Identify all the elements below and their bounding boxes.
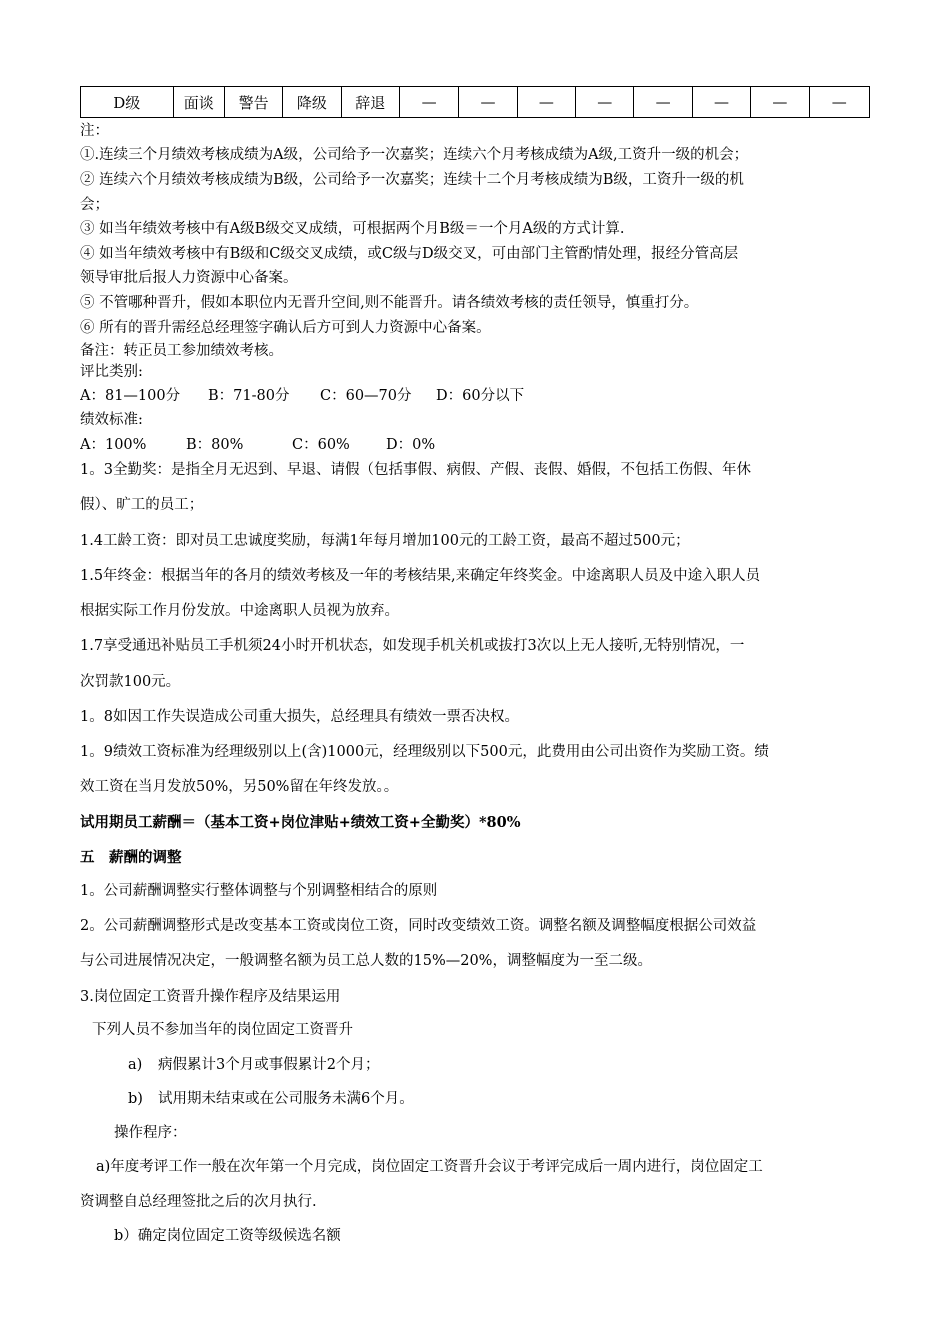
table-cell: — (751, 87, 809, 118)
rating-item: D：60分以下 (436, 388, 525, 404)
procedure-a-line-1: a)年度考评工作一般在次年第一个月完成，岗位固定工资晋升会议于考评完成后一周内进行，岗位固定工 (96, 1159, 763, 1175)
note-2-line-1: ② 连续六个月绩效考核成绩为B级，公司给予一次嘉奖；连续十二个月考核成绩为B级，工资升一级的机 (80, 172, 744, 188)
para-1-9-line-1: 1。9绩效工资标准为经理级别以上(含)1000元，经理级别以下500元，此费用由公司出资作为奖励工资。绩 (80, 744, 769, 760)
table-cell-grade: D级 (81, 87, 174, 118)
table-cell: — (517, 87, 575, 118)
notes-label: 注： (80, 123, 109, 139)
para-1-5-line-1: 1.5年终金：根据当年的各月的绩效考核及一年的考核结果,来确定年终奖金。中途离职人员及中途入职人员 (80, 568, 761, 584)
table-cell: 降级 (283, 87, 341, 118)
table-cell: — (459, 87, 517, 118)
section-5-item-3: 3.岗位固定工资晋升操作程序及结果运用 (80, 989, 341, 1005)
rating-item: A：81—100分 (80, 388, 181, 404)
table-cell: 辞退 (341, 87, 399, 118)
table-cell: 警告 (224, 87, 282, 118)
note-4-line-1: ④ 如当年绩效考核中有B级和C级交叉成绩，或C级与D级交叉，可由部门主管酌情处理，报经分管高层 (80, 246, 739, 262)
section-5-item-1: 1。公司薪酬调整实行整体调整与个别调整相结合的原则 (80, 883, 438, 899)
para-1-3-line-1: 1。3全勤奖：是指全月无迟到、早退、请假（包括事假、病假、产假、丧假、婚假，不包括工伤假、年休 (80, 462, 751, 478)
note-1: ①.连续三个月绩效考核成绩为A级，公司给予一次嘉奖；连续六个月考核成绩为A级,工资升一级的机会； (80, 147, 749, 163)
grade-table (80, 86, 870, 118)
standard-item: C：60% (292, 437, 350, 453)
rating-items (80, 386, 872, 406)
table-cell: 面谈 (173, 87, 224, 118)
table-cell: — (809, 87, 870, 118)
section-5-item-2-line-2: 与公司进展情况决定，一般调整名额为员工总人数的15%—20%，调整幅度为一至二级。 (80, 953, 652, 969)
table-cell: — (399, 87, 458, 118)
para-1-3-line-2: 假）、旷工的员工； (80, 497, 204, 513)
table-row (81, 87, 870, 118)
para-1-7-line-2: 次罚款100元。 (80, 674, 181, 690)
standard-items (80, 435, 872, 455)
note-2-line-2: 会； (80, 197, 109, 213)
standard-item: B：80% (186, 437, 244, 453)
para-1-8: 1。8如因工作失误造成公司重大损失，总经理具有绩效一票否决权。 (80, 709, 519, 725)
note-6: ⑥ 所有的晋升需经总经理签字确认后方可到人力资源中心备案。 (80, 320, 491, 336)
remark: 备注：转正员工参加绩效考核。 (80, 343, 283, 359)
procedure-a-line-2: 资调整自总经理签批之后的次月执行. (80, 1194, 317, 1210)
list-item-b: 试用期未结束或在公司服务未满6个月。 (158, 1091, 414, 1107)
section-5-item-2-line-1: 2。公司薪酬调整形式是改变基本工资或岗位工资，同时改变绩效工资。调整名额及调整幅度根据公司效益 (80, 918, 757, 934)
section-5-title: 五 薪酬的调整 (80, 849, 182, 866)
list-marker-b: b) (128, 1091, 143, 1107)
note-3: ③ 如当年绩效考核中有A级B级交叉成绩，可根据两个月B级＝一个月A级的方式计算. (80, 221, 625, 237)
procedure-label: 操作程序： (114, 1125, 187, 1141)
table-cell: — (692, 87, 750, 118)
standard-item: D：0% (386, 437, 436, 453)
standard-item: A：100% (80, 437, 147, 453)
list-item-a: 病假累计3个月或事假累计2个月； (158, 1057, 380, 1073)
section-5-intro: 下列人员不参加当年的岗位固定工资晋升 (92, 1022, 353, 1038)
rating-item: C：60—70分 (320, 388, 412, 404)
probation-salary-formula: 试用期员工薪酬＝（基本工资+岗位津贴+绩效工资+全勤奖）*80% (80, 814, 521, 831)
procedure-b: b）确定岗位固定工资等级候选名额 (114, 1228, 341, 1244)
para-1-9-line-2: 效工资在当月发放50%，另50%留在年终发放。。 (80, 779, 399, 795)
para-1-7-line-1: 1.7享受通迅补贴员工手机须24小时开机状态，如发现手机关机或拔打3次以上无人接听,无特别情况，一 (80, 638, 745, 654)
standard-label: 绩效标准: (80, 412, 143, 428)
note-5: ⑤ 不管哪种晋升，假如本职位内无晋升空间,则不能晋升。请各绩效考核的责任领导，慎重打分。 (80, 295, 699, 311)
para-1-5-line-2: 根据实际工作月份发放。中途离职人员视为放弃。 (80, 603, 399, 619)
note-4-line-2: 领导审批后报人力资源中心备案。 (80, 270, 298, 286)
para-1-4: 1.4工龄工资：即对员工忠诚度奖励，每满1年每月增加100元的工龄工资，最高不超过500元； (80, 533, 690, 549)
rating-item: B：71-80分 (208, 388, 290, 404)
table-cell: — (576, 87, 634, 118)
rating-label: 评比类别: (80, 364, 143, 380)
table-cell: — (634, 87, 692, 118)
list-marker-a: a) (128, 1057, 143, 1073)
